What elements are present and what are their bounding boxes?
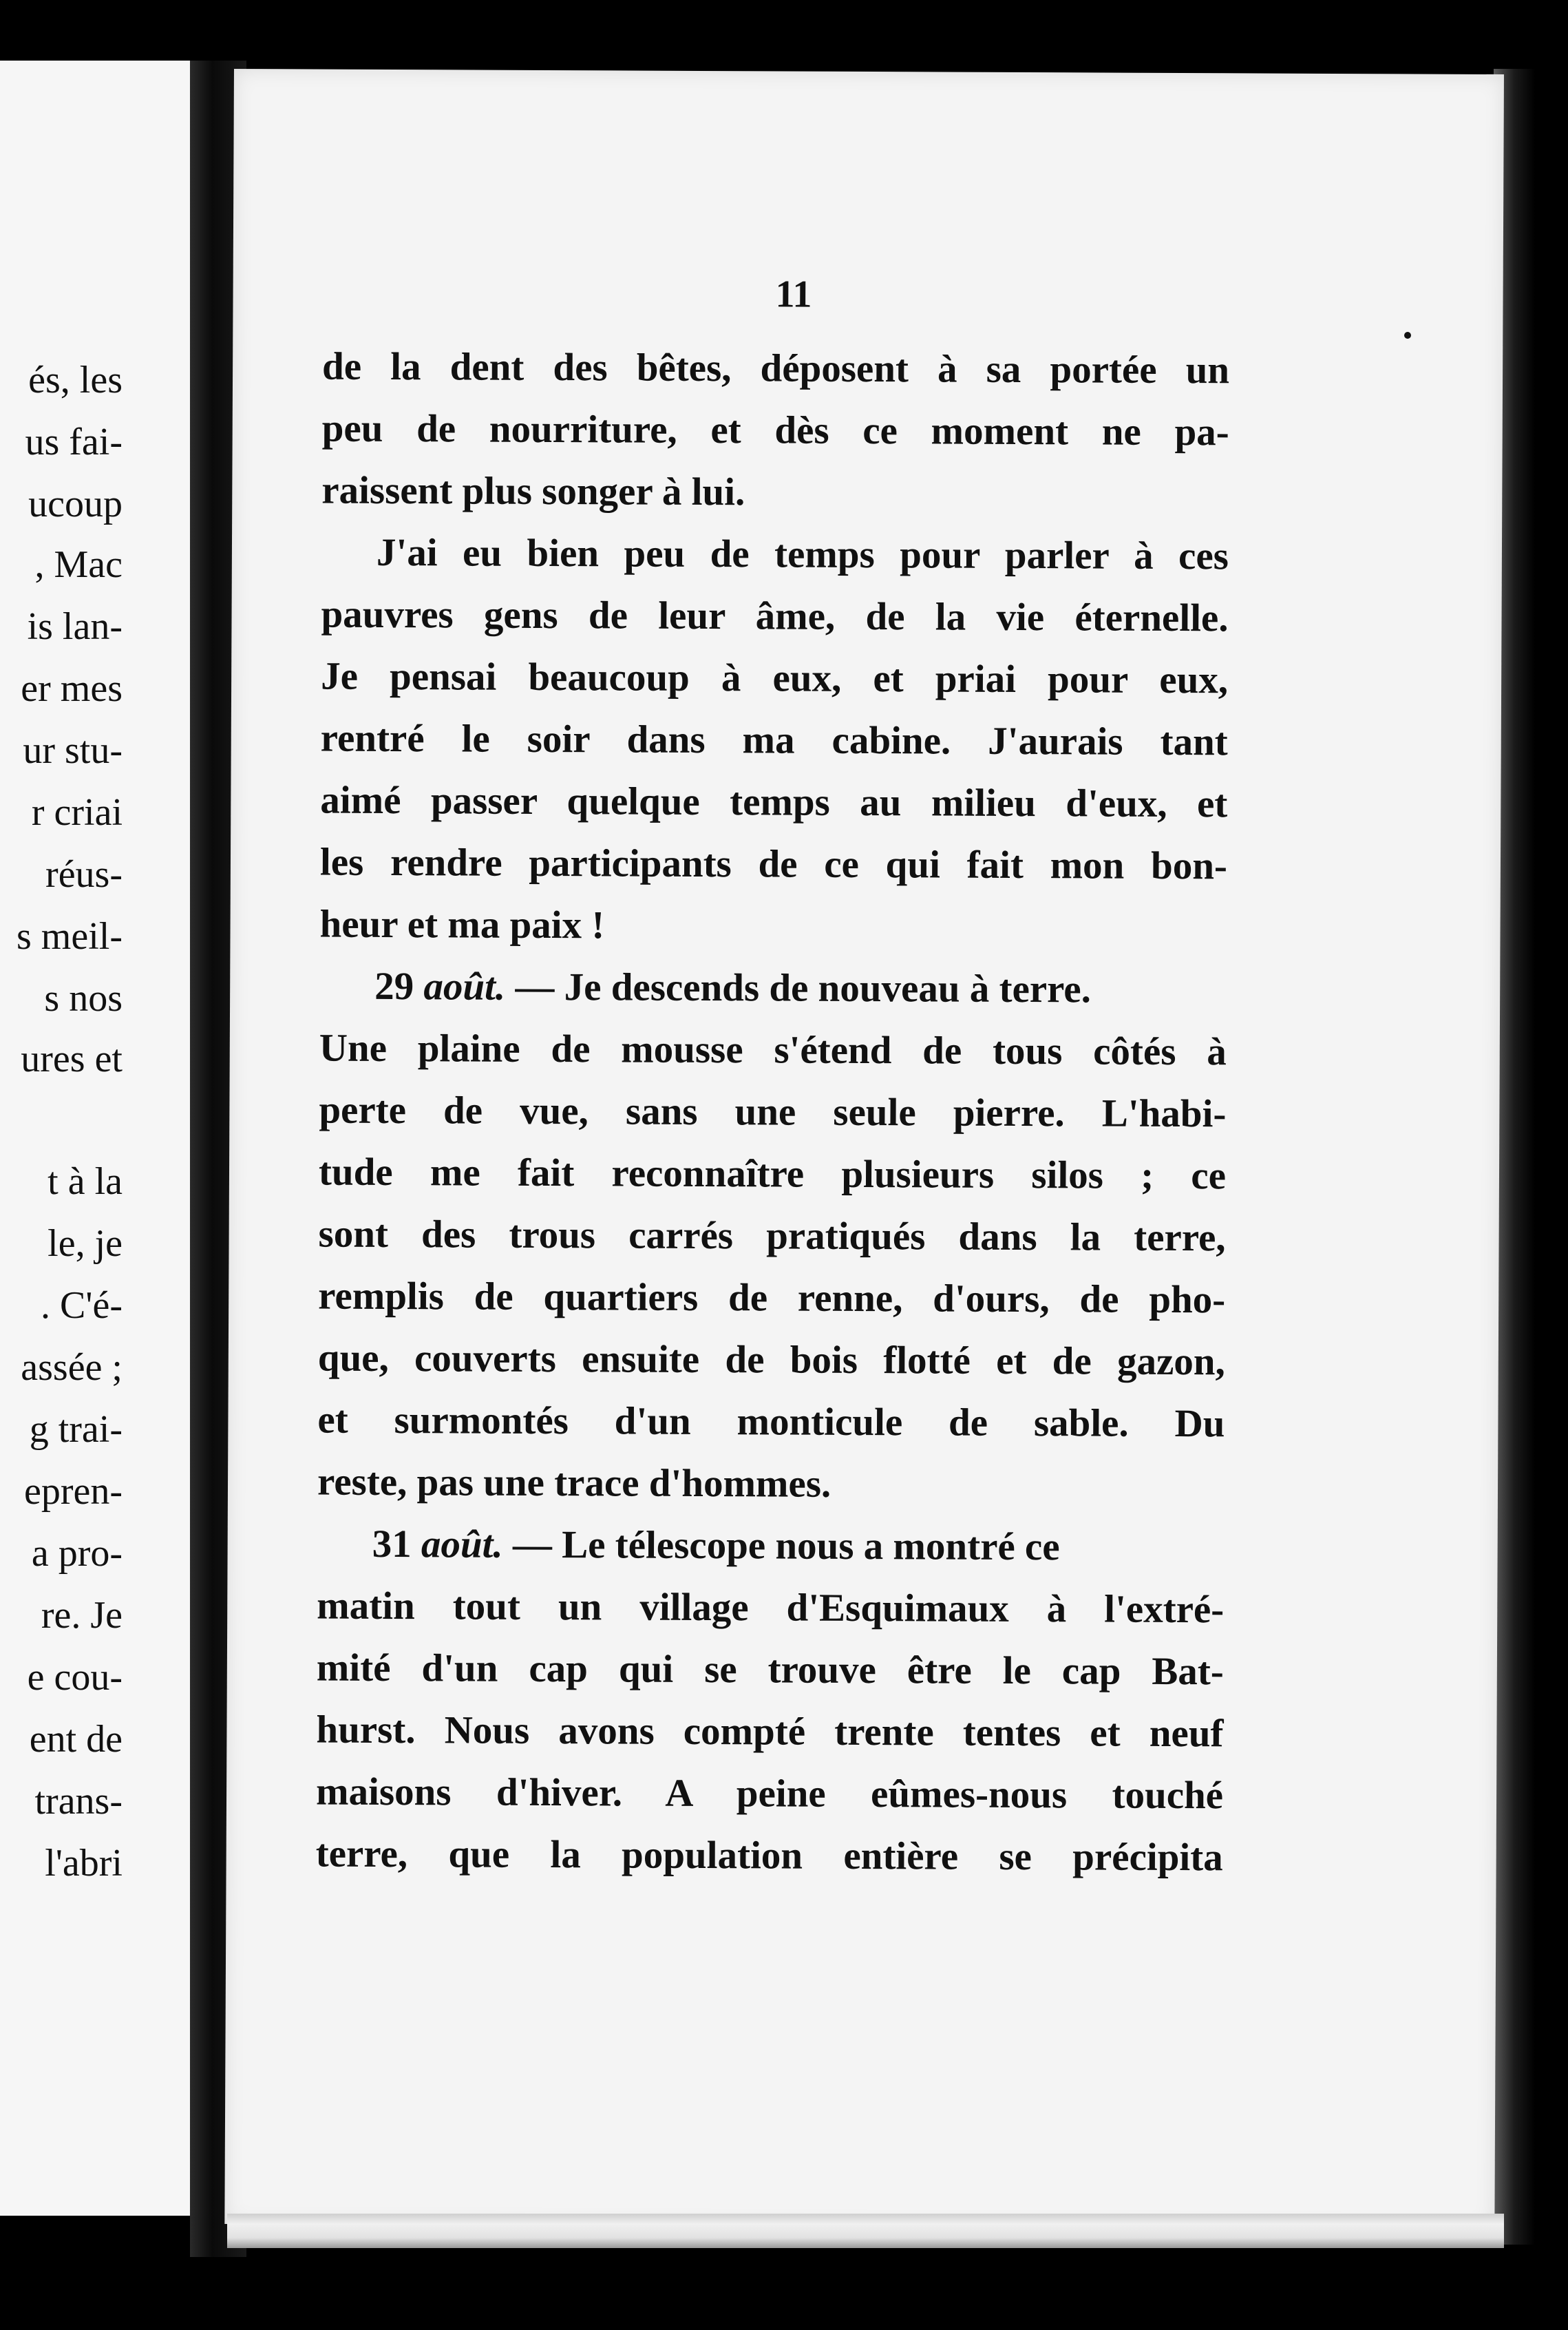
previous-page-line: ures et bbox=[21, 1038, 123, 1080]
previous-page-line: epren- bbox=[23, 1470, 123, 1513]
text-line: heur et ma paix ! bbox=[319, 902, 605, 947]
previous-page-line: réus- bbox=[45, 853, 123, 896]
text-line: raissent plus songer à lui. bbox=[321, 468, 745, 514]
page-bottom-edge bbox=[227, 2214, 1504, 2248]
current-page bbox=[224, 69, 1504, 2229]
dated-paragraph-line bbox=[372, 1517, 1224, 1575]
text-line: J'ai eu bien peu de temps pour parler à ces bbox=[376, 530, 1229, 578]
text-line: reste, pas une trace d'hommes. bbox=[317, 1460, 831, 1506]
text-line: maisons d'hiver. A peine eûmes-nous touché bbox=[315, 1770, 1224, 1818]
text-line: et surmontés d'un monticule de sable. Du bbox=[317, 1398, 1225, 1446]
text-line: que, couverts ensuite de bois flotté et de gazon, bbox=[317, 1336, 1225, 1384]
entry-date-day: 29 bbox=[374, 964, 414, 1009]
text-line: Je pensai beaucoup à eux, et priai pour eux, bbox=[321, 654, 1229, 702]
previous-page-line: g trai- bbox=[29, 1408, 123, 1451]
entry-text: — Je descends de nouveau à terre. bbox=[515, 965, 1092, 1011]
previous-page-line: assée ; bbox=[21, 1346, 123, 1389]
previous-page-line: ent de bbox=[29, 1718, 123, 1761]
entry-text: — Le télescope nous a montré ce bbox=[512, 1522, 1060, 1569]
previous-page bbox=[0, 61, 206, 2216]
text-line: sont des trous carrés pratiqués dans la terre, bbox=[318, 1212, 1226, 1260]
text-line: les rendre participants de ce qui fait mon bon- bbox=[319, 840, 1228, 888]
text-line: aimé passer quelque temps au milieu d'eux, et bbox=[320, 778, 1228, 826]
entry-date-day: 31 bbox=[372, 1522, 412, 1566]
previous-page-line: us fai- bbox=[25, 421, 123, 463]
text-line: perte de vue, sans une seule pierre. L'habi- bbox=[319, 1088, 1227, 1136]
dated-paragraph-line bbox=[374, 959, 1227, 1018]
previous-page-line: és, les bbox=[28, 359, 123, 401]
entry-date-month: août. bbox=[423, 965, 506, 1009]
previous-page-line: ucoup bbox=[28, 483, 123, 525]
text-line: hurst. Nous avons compté trente tentes et neuf bbox=[316, 1708, 1224, 1756]
text-line: remplis de quartiers de renne, d'ours, de pho- bbox=[318, 1274, 1226, 1322]
previous-page-line: a pro- bbox=[31, 1532, 123, 1575]
text-line: terre, que la population entière se précipita bbox=[315, 1832, 1223, 1880]
previous-page-line: r criai bbox=[31, 791, 123, 834]
text-line: mité d'un cap qui se trouve être le cap Bat- bbox=[316, 1646, 1224, 1694]
previous-page-line: ur stu- bbox=[23, 729, 123, 772]
previous-page-line: e cou- bbox=[27, 1656, 123, 1699]
previous-page-line: er mes bbox=[21, 667, 123, 710]
text-line: pauvres gens de leur âme, de la vie éternelle. bbox=[321, 592, 1229, 640]
ink-speck bbox=[1404, 332, 1411, 339]
previous-page-line: trans- bbox=[34, 1780, 123, 1823]
previous-page-line: t à la bbox=[47, 1160, 123, 1203]
previous-page-line: . C'é- bbox=[41, 1284, 123, 1327]
previous-page-line: re. Je bbox=[41, 1594, 123, 1637]
text-line: de la dent des bêtes, déposent à sa portée un bbox=[321, 344, 1230, 392]
previous-page-line: le, je bbox=[47, 1222, 123, 1265]
text-line: rentré le soir dans ma cabine. J'aurais tant bbox=[320, 716, 1228, 764]
text-line: matin tout un village d'Esquimaux à l'extré- bbox=[317, 1584, 1225, 1632]
entry-date-month: août. bbox=[421, 1522, 503, 1566]
previous-page-line: s meil- bbox=[17, 915, 123, 958]
previous-page-line: l'abri bbox=[45, 1842, 123, 1885]
text-line: peu de nourriture, et dès ce moment ne pa- bbox=[321, 406, 1229, 454]
text-line: tude me fait reconnaître plusieurs silos ; ce bbox=[318, 1150, 1227, 1198]
previous-page-line: is lan- bbox=[27, 605, 123, 648]
previous-page-line: , Mac bbox=[34, 543, 123, 586]
page-number: 11 bbox=[775, 273, 812, 316]
text-line: Une plaine de mousse s'étend de tous côtés à bbox=[319, 1026, 1227, 1074]
previous-page-line: s nos bbox=[44, 977, 123, 1020]
